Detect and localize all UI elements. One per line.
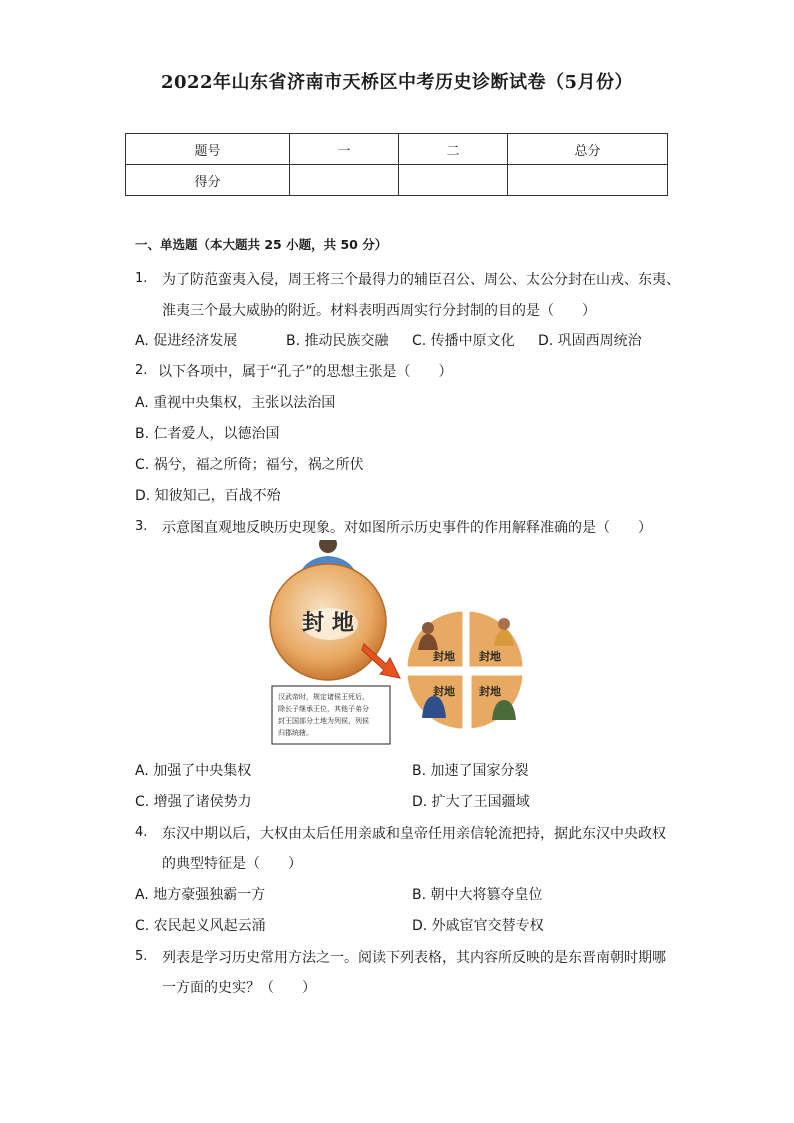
question-number: 5.: [135, 949, 148, 964]
question-number: 3.: [135, 519, 148, 534]
piece-label: 封地: [479, 650, 501, 663]
score-blank-total: [508, 165, 668, 196]
option-d: D. 知彼知己，百战不殆: [135, 488, 281, 504]
option-c: C. 增强了诸侯势力: [135, 794, 252, 810]
option-b: B. 加速了国家分裂: [412, 763, 529, 779]
score-table-score-row: [126, 165, 668, 196]
piece-label: 封地: [433, 650, 455, 663]
section-heading: 一、单选题（本大题共 25 小题，共 50 分）: [135, 237, 388, 252]
option-b: B. 推动民族交融: [286, 333, 389, 349]
piece-label: 封地: [479, 685, 501, 698]
option-d: D. 外戚宦官交替专权: [412, 918, 544, 934]
piece-label: 封地: [433, 685, 455, 698]
question-text: 淮夷三个最大威胁的附近。材料表明西周实行分封制的目的是（ ）: [162, 303, 596, 319]
caption-line: 归郡统辖。: [278, 729, 313, 737]
caption-line: 封王国部分土地为列侯，列侯: [278, 717, 369, 725]
exam-title: 2022年山东省济南市天桥区中考历史诊断试卷（5月份）: [160, 72, 634, 93]
score-blank-2: [399, 165, 508, 196]
question-number: 1.: [135, 271, 148, 286]
option-a: A. 地方豪强独霸一方: [135, 887, 266, 903]
caption-line: 除长子继承王位，其他子弟分: [278, 705, 369, 713]
score-blank-1: [290, 165, 399, 196]
question-text: 列表是学习历史常用方法之一。阅读下列表格，其内容所反映的是东晋南朝时期哪: [162, 950, 666, 966]
caption-line: 汉武帝时，规定诸侯王死后，: [278, 693, 369, 701]
question-number: 2.: [135, 363, 148, 378]
score-row-label: 得分: [126, 165, 290, 196]
big-circle-label: 封 地: [302, 611, 354, 636]
option-a: A. 重视中央集权，主张以法治国: [135, 395, 336, 411]
question-text: 示意图直观地反映历史现象。对如图所示历史事件的作用解释准确的是（ ）: [162, 520, 652, 536]
option-b: B. 仁者爱人，以德治国: [135, 426, 280, 442]
question-text: 以下各项中，属于“孔子”的思想主张是（ ）: [158, 364, 453, 380]
option-b: B. 朝中大将篡夺皇位: [412, 887, 543, 903]
score-cell-total: 总分: [508, 134, 668, 165]
option-c: C. 传播中原文化: [412, 333, 515, 349]
score-cell-label: 题号: [126, 134, 290, 165]
option-d: D. 巩固西周统治: [538, 333, 642, 349]
question-text: 的典型特征是（ ）: [162, 856, 302, 872]
score-table: [125, 133, 668, 196]
score-cell-part2: 二: [399, 134, 508, 165]
score-cell-part1: 一: [290, 134, 399, 165]
enfeoffment-illustration: [268, 540, 530, 750]
option-a: A. 促进经济发展: [135, 333, 238, 349]
option-a: A. 加强了中央集权: [135, 763, 252, 779]
question-number: 4.: [135, 825, 148, 840]
question-text: 东汉中期以后，大权由太后任用亲戚和皇帝任用亲信轮流把持，据此东汉中央政权: [162, 826, 666, 842]
option-d: D. 扩大了王国疆域: [412, 794, 530, 810]
option-c: C. 农民起义风起云涌: [135, 918, 266, 934]
score-table-header-row: [126, 134, 668, 165]
question-text: 为了防范蛮夷入侵，周王将三个最得力的辅臣召公、周公、太公分封在山戎、东夷、: [162, 272, 680, 288]
option-c: C. 祸兮，福之所倚；福兮，祸之所伏: [135, 457, 364, 473]
question-text: 一方面的史实？（ ）: [162, 980, 316, 996]
